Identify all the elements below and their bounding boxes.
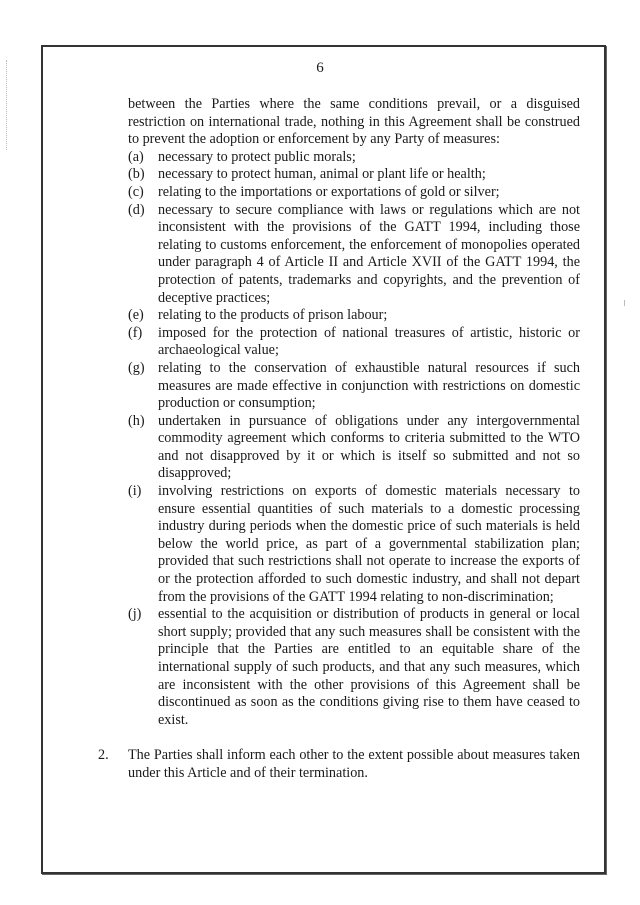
list-item-text: necessary to protect public morals; bbox=[158, 148, 356, 165]
paragraph-2 bbox=[98, 747, 580, 782]
list-item bbox=[128, 166, 580, 184]
list-item-text: involving restrictions on exports of domestic materials necessary to ensure essential quantities of such materials to a domestic processing industry during periods when the domestic price of such materials is held below the world price, as part of a governmental stabilization plan; provided that such restrictions shall not operate to increase the exports of or the protection afforded to such domestic industry, and shall not depart from the provisions of the GATT 1994 relating to non-discrimination; bbox=[158, 483, 580, 605]
list-item-text: necessary to secure compliance with laws or regulations which are not inconsistent with the provisions of the GATT 1994, including those relating to customs enforcement, the enforcement of monopolies operated under paragraph 4 of Article II and Article XVII of the GATT 1994, the protection of patents, trademarks and copyrights, and the prevention of deceptive practices; bbox=[158, 201, 580, 306]
list-item-text: necessary to protect human, animal or plant life or health; bbox=[158, 166, 486, 183]
list-item-letter: (b) bbox=[128, 166, 145, 183]
list-item bbox=[128, 413, 580, 483]
list-item-letter: (i) bbox=[128, 483, 142, 500]
list-item-letter: (c) bbox=[128, 183, 144, 200]
paragraph-2-number: 2. bbox=[98, 747, 109, 764]
scan-margin-tick bbox=[624, 300, 626, 306]
list-item bbox=[128, 483, 580, 606]
list-item-letter: (j) bbox=[128, 606, 142, 623]
list-item-letter: (e) bbox=[128, 307, 144, 324]
list-item-letter: (a) bbox=[128, 148, 144, 165]
list-item bbox=[128, 360, 580, 413]
list-item-text: undertaken in pursuance of obligations under any intergovernmental commodity agreement which conforms to criteria submitted to the WTO and not disapproved by it or which is itself so submitted and not so disapproved; bbox=[158, 412, 580, 482]
list-item bbox=[128, 202, 580, 308]
document-body bbox=[98, 96, 580, 783]
list-item bbox=[128, 307, 580, 325]
list-item bbox=[128, 184, 580, 202]
list-item-text: imposed for the protection of national treasures of artistic, historic or archaeological value; bbox=[158, 324, 580, 359]
measures-list bbox=[128, 149, 580, 730]
paragraph-2-text: The Parties shall inform each other to the extent possible about measures taken under this Article and of their termination. bbox=[128, 747, 580, 781]
list-item bbox=[128, 606, 580, 729]
list-item-text: relating to the products of prison labour; bbox=[158, 307, 388, 324]
list-item-letter: (f) bbox=[128, 324, 143, 341]
list-item-letter: (h) bbox=[128, 412, 145, 429]
list-item-text: essential to the acquisition or distribution of products in general or local short supply; provided that any such measures shall be consistent with the principle that the Parties are entitled to an equitable share of the international supply of such products, and that any such measures, which are inconsistent with the other provisions of this Agreement shall be discontinued as soon as the conditions giving rise to them have ceased to exist. bbox=[158, 606, 580, 728]
list-item-letter: (g) bbox=[128, 359, 145, 376]
page-number: 6 bbox=[316, 60, 324, 76]
list-item-text: relating to the importations or exportations of gold or silver; bbox=[158, 183, 500, 200]
list-item-letter: (d) bbox=[128, 201, 145, 218]
intro-paragraph: between the Parties where the same conditions prevail, or a disguised restriction on international trade, nothing in this Agreement shall be construed to prevent the adoption or enforcement by any Party of measures: bbox=[128, 96, 580, 148]
list-item bbox=[128, 325, 580, 360]
list-item-text: relating to the conservation of exhaustible natural resources if such measures are made effective in conjunction with restrictions on domestic production or consumption; bbox=[158, 359, 580, 412]
list-item bbox=[128, 149, 580, 167]
